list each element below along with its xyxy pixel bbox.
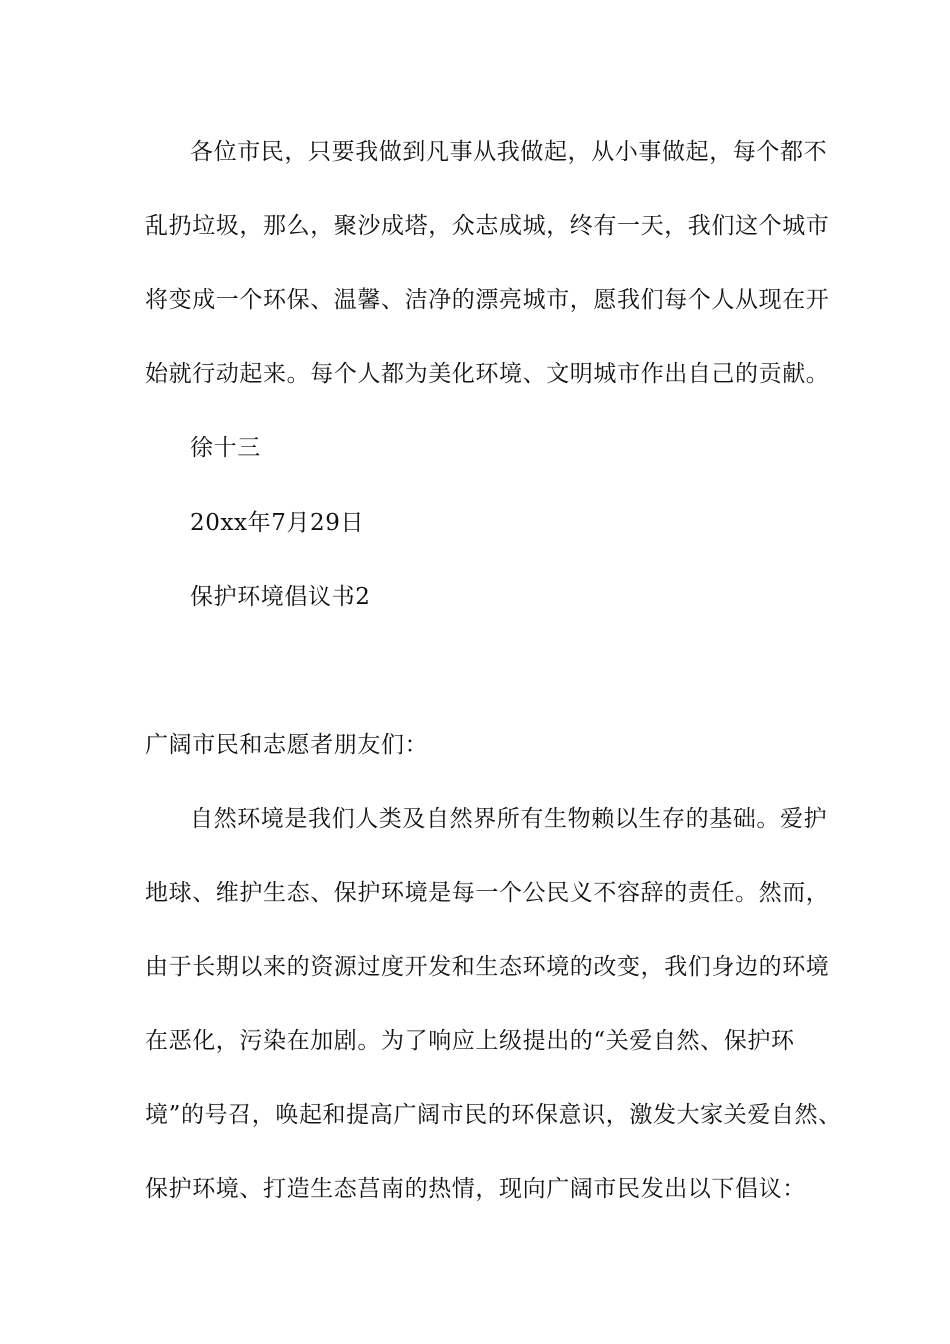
paragraph-line: 乱扔垃圾，那么，聚沙成塔，众志成城，终有一天，我们这个城市 <box>145 213 830 239</box>
paragraph-line: 各位市民，只要我做到凡事从我做起，从小事做起，每个都不 <box>190 139 828 165</box>
paragraph-line: 保护环境、打造生态莒南的热情，现向广阔市民发出以下倡议： <box>145 1176 806 1202</box>
signature: 徐十三 <box>190 435 261 461</box>
paragraph-line: 境”的号召，唤起和提高广阔市民的环保意识，激发大家关爱自然、 <box>145 1102 842 1128</box>
paragraph-line: 自然环境是我们人类及自然界所有生物赖以生存的基础。爱护 <box>190 806 828 832</box>
date: 20xx年7月29日 <box>190 510 365 536</box>
paragraph-line: 在恶化，污染在加剧。为了响应上级提出的“关爱自然、保护环 <box>145 1028 795 1054</box>
paragraph-line: 由于长期以来的资源过度开发和生态环境的改变，我们身边的环境 <box>145 954 830 980</box>
paragraph-line: 始就行动起来。每个人都为美化环境、文明城市作出自己的贡献。 <box>145 361 830 387</box>
paragraph-line: 地球、维护生态、保护环境是每一个公民义不容辞的责任。然而， <box>145 880 830 906</box>
paragraph-line: 将变成一个环保、温馨、洁净的漂亮城市，愿我们每个人从现在开 <box>145 287 830 313</box>
salutation: 广阔市民和志愿者朋友们： <box>145 732 429 758</box>
section-title: 保护环境倡议书2 <box>190 584 371 610</box>
